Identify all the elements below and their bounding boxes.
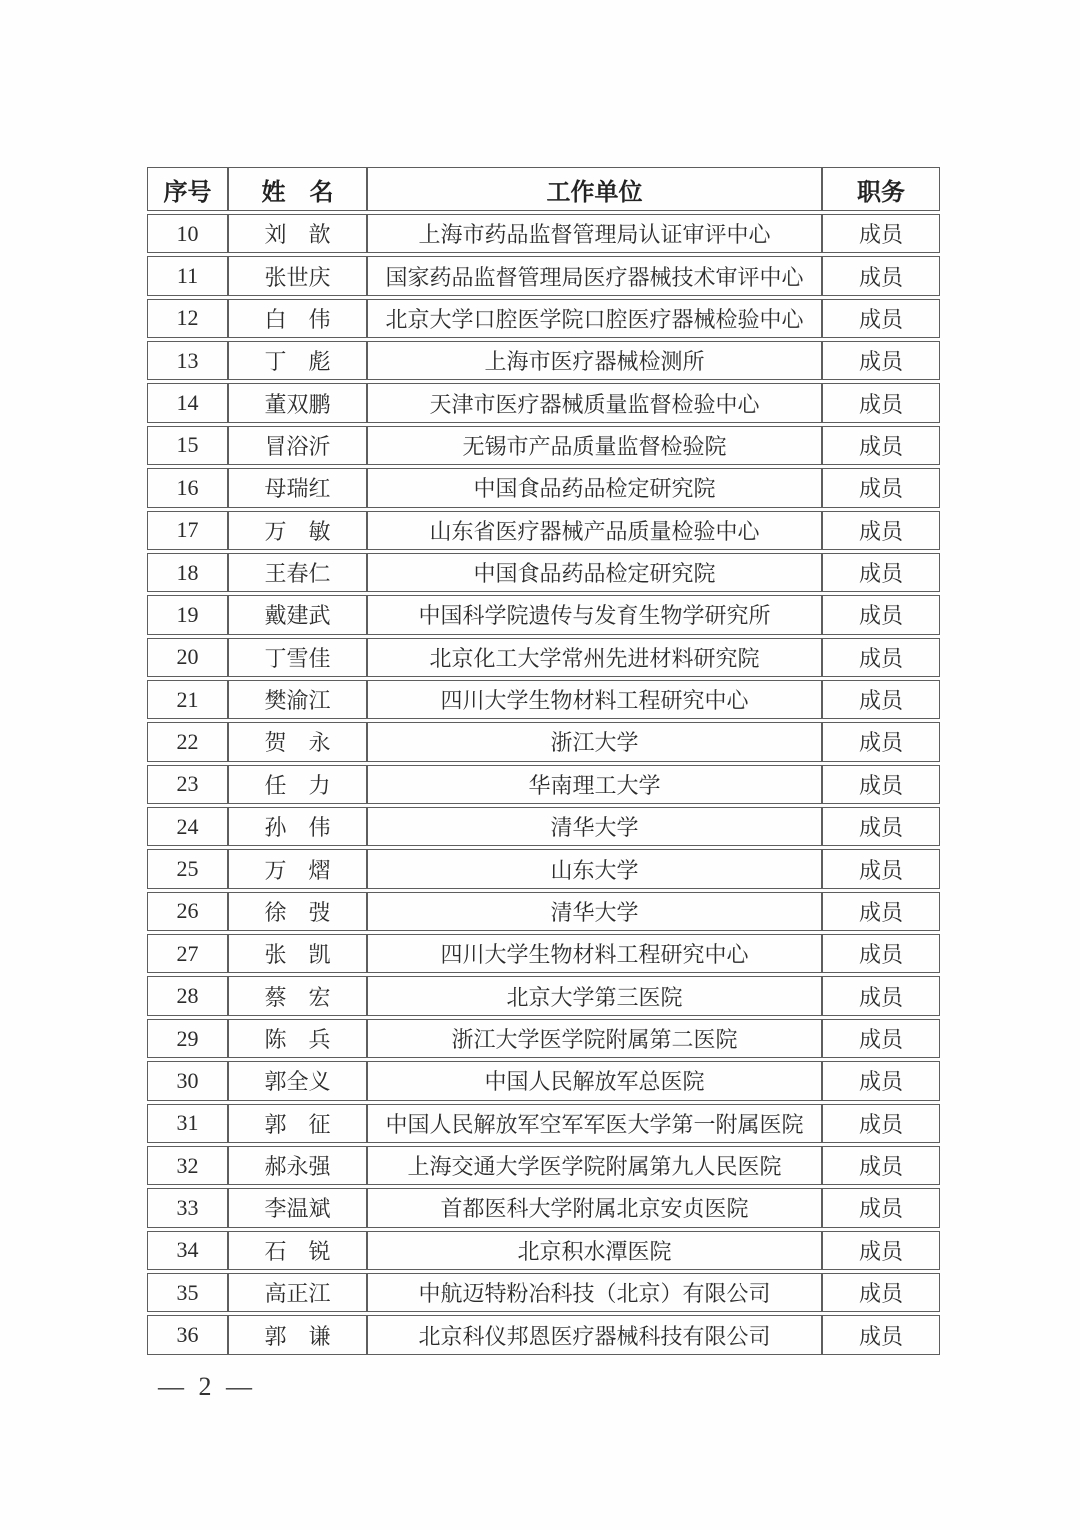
table-row [147,214,940,253]
cell-serial: 28 [147,976,228,1015]
cell-name: 万 敏 [228,511,367,550]
cell-serial: 14 [147,383,228,422]
table-row [147,1019,940,1058]
cell-role: 成员 [822,1104,940,1143]
cell-unit: 首都医科大学附属北京安贞医院 [367,1188,822,1227]
table-row [147,934,940,973]
cell-name: 冒浴沂 [228,426,367,465]
cell-name: 陈 兵 [228,1019,367,1058]
cell-unit: 山东省医疗器械产品质量检验中心 [367,511,822,550]
cell-unit: 华南理工大学 [367,765,822,804]
cell-name: 丁雪佳 [228,638,367,677]
column-header-serial: 序号 [147,167,228,211]
cell-unit: 国家药品监督管理局医疗器械技术审评中心 [367,256,822,295]
cell-serial: 20 [147,638,228,677]
table-row [147,1315,940,1355]
cell-name: 万 熠 [228,849,367,888]
table-row [147,1061,940,1100]
cell-unit: 清华大学 [367,807,822,846]
table-row [147,256,940,295]
cell-serial: 34 [147,1231,228,1270]
table-row [147,468,940,507]
cell-name: 董双鹏 [228,383,367,422]
cell-name: 高正江 [228,1273,367,1312]
cell-unit: 山东大学 [367,849,822,888]
table-header-row [147,167,940,211]
cell-unit: 清华大学 [367,892,822,931]
cell-serial: 10 [147,214,228,253]
cell-unit: 北京科仪邦恩医疗器械科技有限公司 [367,1315,822,1355]
cell-serial: 27 [147,934,228,973]
cell-name: 戴建武 [228,595,367,634]
cell-name: 丁 彪 [228,341,367,380]
cell-name: 王春仁 [228,553,367,592]
table-row [147,638,940,677]
table-row [147,1231,940,1270]
table-body [147,214,940,1355]
cell-name: 郝永强 [228,1146,367,1185]
cell-role: 成员 [822,934,940,973]
cell-role: 成员 [822,299,940,338]
cell-role: 成员 [822,1061,940,1100]
cell-unit: 浙江大学医学院附属第二医院 [367,1019,822,1058]
cell-serial: 33 [147,1188,228,1227]
cell-name: 蔡 宏 [228,976,367,1015]
cell-role: 成员 [822,341,940,380]
column-header-name: 姓 名 [228,167,367,211]
page-number: — 2 — [158,1372,256,1401]
cell-role: 成员 [822,680,940,719]
cell-name: 郭 谦 [228,1315,367,1355]
cell-role: 成员 [822,553,940,592]
table-row [147,680,940,719]
cell-role: 成员 [822,256,940,295]
cell-serial: 11 [147,256,228,295]
table-row [147,511,940,550]
cell-name: 白 伟 [228,299,367,338]
cell-name: 母瑞红 [228,468,367,507]
cell-serial: 24 [147,807,228,846]
cell-serial: 13 [147,341,228,380]
cell-serial: 17 [147,511,228,550]
cell-name: 石 锐 [228,1231,367,1270]
cell-unit: 上海市药品监督管理局认证审评中心 [367,214,822,253]
table-row [147,892,940,931]
cell-name: 郭全义 [228,1061,367,1100]
table-row [147,383,940,422]
cell-name: 孙 伟 [228,807,367,846]
member-roster-table [147,164,940,1358]
cell-unit: 北京大学口腔医学院口腔医疗器械检验中心 [367,299,822,338]
cell-name: 徐 弢 [228,892,367,931]
cell-role: 成员 [822,426,940,465]
cell-role: 成员 [822,1019,940,1058]
cell-name: 樊渝江 [228,680,367,719]
cell-role: 成员 [822,1146,940,1185]
table-row [147,807,940,846]
table-row [147,595,940,634]
cell-unit: 浙江大学 [367,722,822,761]
cell-serial: 22 [147,722,228,761]
cell-unit: 中国人民解放军空军军医大学第一附属医院 [367,1104,822,1143]
cell-serial: 12 [147,299,228,338]
cell-unit: 天津市医疗器械质量监督检验中心 [367,383,822,422]
cell-role: 成员 [822,976,940,1015]
table-row [147,849,940,888]
table-row [147,426,940,465]
column-header-role: 职务 [822,167,940,211]
table-row [147,722,940,761]
cell-serial: 36 [147,1315,228,1355]
cell-role: 成员 [822,383,940,422]
table-row [147,976,940,1015]
cell-unit: 无锡市产品质量监督检验院 [367,426,822,465]
table-row [147,1104,940,1143]
cell-name: 张 凯 [228,934,367,973]
table-row [147,765,940,804]
cell-serial: 31 [147,1104,228,1143]
cell-serial: 21 [147,680,228,719]
cell-serial: 18 [147,553,228,592]
cell-name: 郭 征 [228,1104,367,1143]
cell-unit: 中国科学院遗传与发育生物学研究所 [367,595,822,634]
cell-serial: 32 [147,1146,228,1185]
cell-serial: 16 [147,468,228,507]
cell-unit: 北京大学第三医院 [367,976,822,1015]
cell-role: 成员 [822,765,940,804]
cell-serial: 29 [147,1019,228,1058]
cell-unit: 四川大学生物材料工程研究中心 [367,934,822,973]
cell-name: 任 力 [228,765,367,804]
cell-serial: 25 [147,849,228,888]
cell-role: 成员 [822,1273,940,1312]
table-row [147,1273,940,1312]
cell-role: 成员 [822,1231,940,1270]
table-row [147,1188,940,1227]
cell-serial: 26 [147,892,228,931]
cell-unit: 北京化工大学常州先进材料研究院 [367,638,822,677]
column-header-unit: 工作单位 [367,167,822,211]
table-row [147,341,940,380]
cell-serial: 30 [147,1061,228,1100]
cell-name: 张世庆 [228,256,367,295]
cell-serial: 19 [147,595,228,634]
cell-role: 成员 [822,807,940,846]
cell-serial: 15 [147,426,228,465]
table-row [147,1146,940,1185]
cell-role: 成员 [822,511,940,550]
cell-name: 李温斌 [228,1188,367,1227]
cell-name: 贺 永 [228,722,367,761]
cell-unit: 中国食品药品检定研究院 [367,468,822,507]
cell-serial: 35 [147,1273,228,1312]
cell-unit: 北京积水潭医院 [367,1231,822,1270]
cell-role: 成员 [822,214,940,253]
cell-unit: 中航迈特粉冶科技（北京）有限公司 [367,1273,822,1312]
cell-role: 成员 [822,595,940,634]
cell-serial: 23 [147,765,228,804]
cell-unit: 上海市医疗器械检测所 [367,341,822,380]
cell-unit: 中国食品药品检定研究院 [367,553,822,592]
cell-role: 成员 [822,1315,940,1355]
cell-role: 成员 [822,849,940,888]
cell-name: 刘 歆 [228,214,367,253]
cell-role: 成员 [822,722,940,761]
table-row [147,299,940,338]
cell-role: 成员 [822,638,940,677]
cell-unit: 中国人民解放军总医院 [367,1061,822,1100]
cell-role: 成员 [822,468,940,507]
cell-role: 成员 [822,892,940,931]
cell-role: 成员 [822,1188,940,1227]
cell-unit: 四川大学生物材料工程研究中心 [367,680,822,719]
table-row [147,553,940,592]
cell-unit: 上海交通大学医学院附属第九人民医院 [367,1146,822,1185]
